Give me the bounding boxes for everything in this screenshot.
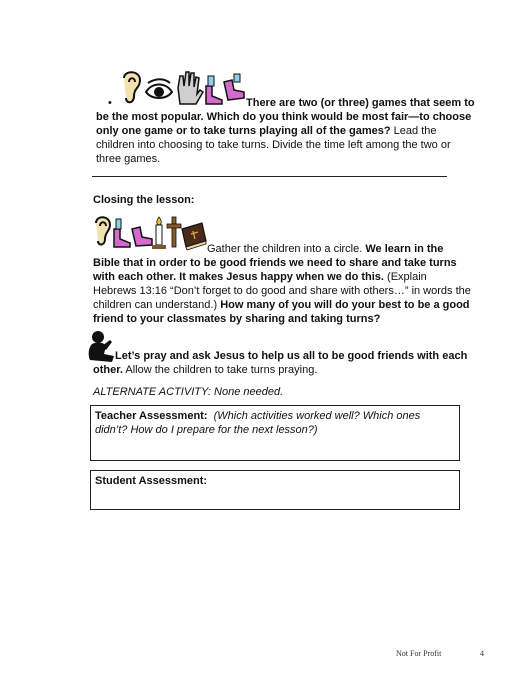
teacher-assessment-box[interactable] (90, 405, 460, 461)
divider (92, 176, 447, 177)
page-number: 4 (480, 649, 484, 658)
section1-normal-text: Lead the children into choosing to take turns. Divide the time left among the two or three games. (96, 125, 451, 165)
student-assessment-label: Student Assessment: (95, 475, 208, 487)
alternate-activity: ALTERNATE ACTIVITY: None needed. (93, 386, 284, 398)
closing-lead-text: Gather the children into a circle. (207, 243, 366, 255)
bullet: • (108, 97, 112, 109)
footer-note: Not For Profit (396, 649, 442, 658)
section1-bold-text: There are two (or three) games that seem to be the most popular. Which do you think would be most fair—to choose only one game or to take turns playing all of the games? (96, 97, 475, 137)
prayer-normal-text: Allow the children to take turns praying. (122, 364, 318, 376)
closing-heading: Closing the lesson: (93, 194, 195, 206)
teacher-assessment-label: Teacher Assessment: (95, 410, 208, 422)
closing-bold-text-1: We learn in the Bible that in order to be good friends we need to share and take turns with each other. It makes Jesus happy when we do this. (93, 243, 457, 283)
student-assessment-box[interactable] (90, 470, 460, 510)
closing-bold-text-3: How many of you will do your best to be a good friend to your classmates by sharing and taking turns? (93, 299, 470, 325)
closing-normal-text-2: (Explain Hebrews 13:16 “Don’t forget to do good and share with others…” in words the children can understand.) (93, 271, 471, 311)
prayer-bold-text: Let’s pray and ask Jesus to help us all to be good friends with each other. (93, 350, 468, 376)
ear-icon (96, 217, 110, 244)
teacher-assessment-prompt: (Which activities worked well? Which ones didn’t? How do I prepare for the next lesson?) (95, 410, 421, 436)
